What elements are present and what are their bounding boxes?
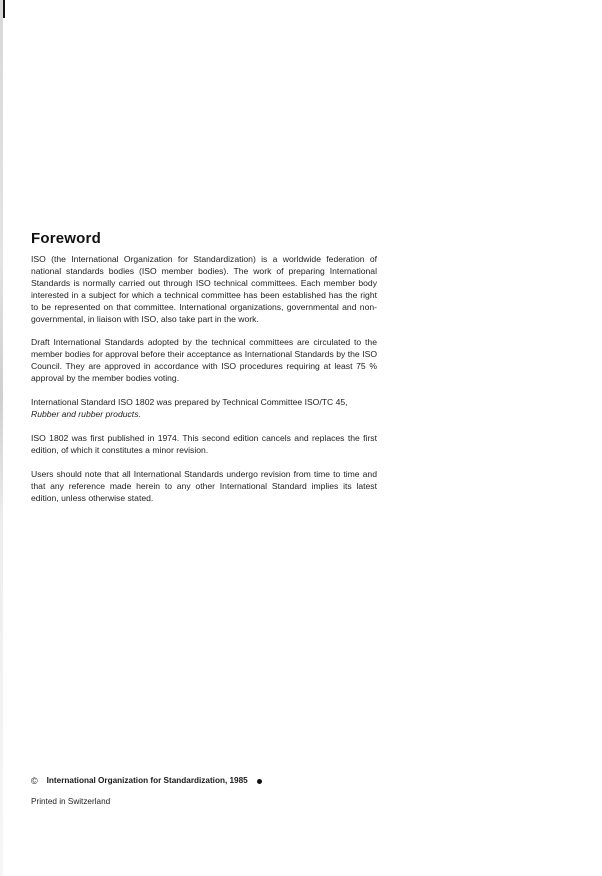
bullet-icon: [257, 779, 262, 784]
foreword-section: [31, 230, 377, 516]
copyright-line: [31, 775, 331, 787]
committee-title: Rubber and rubber products.: [31, 408, 141, 419]
paragraph-preparation: [31, 397, 377, 421]
printed-location: Printed in Switzerland: [31, 797, 111, 806]
paragraph-iso-intro: ISO (the International Organization for Standardization) is a worldwide federation of national standards bodies (ISO member bodies). The work of preparing International Standards is normally carried out through ISO technical committees. Each member body interested in a subject for which a technical committee has been established has the right to be represented on that committee. International organizations, governmental and non-governmental, in liaison with ISO, also take part in the work.: [31, 254, 377, 324]
copyright-text: International Organization for Standardization, 1985: [46, 776, 248, 785]
footer: [31, 775, 331, 808]
preparation-text: International Standard ISO 1802 was prepared by Technical Committee ISO/TC 45,: [31, 397, 348, 408]
copyright-icon: ©: [31, 776, 38, 786]
page-title: Foreword: [31, 230, 101, 247]
paragraph-draft-standards: Draft International Standards adopted by the technical committees are circulated to the member bodies for approval before their acceptance as International Standards by the ISO Council. They are approved in accordance with ISO procedures requiring at least 75 % approval by the member bodies voting.: [31, 337, 377, 384]
paragraph-revision-note: Users should note that all International Standards undergo revision from time to time and that any reference made herein to any other International Standard implies its latest edition, unless otherwise stated.: [31, 468, 377, 503]
scan-mark: [3, 0, 5, 18]
scan-edge: [0, 0, 3, 876]
paragraph-edition: ISO 1802 was first published in 1974. This second edition cancels and replaces the first edition, of which it constitutes a minor revision.: [31, 432, 377, 455]
